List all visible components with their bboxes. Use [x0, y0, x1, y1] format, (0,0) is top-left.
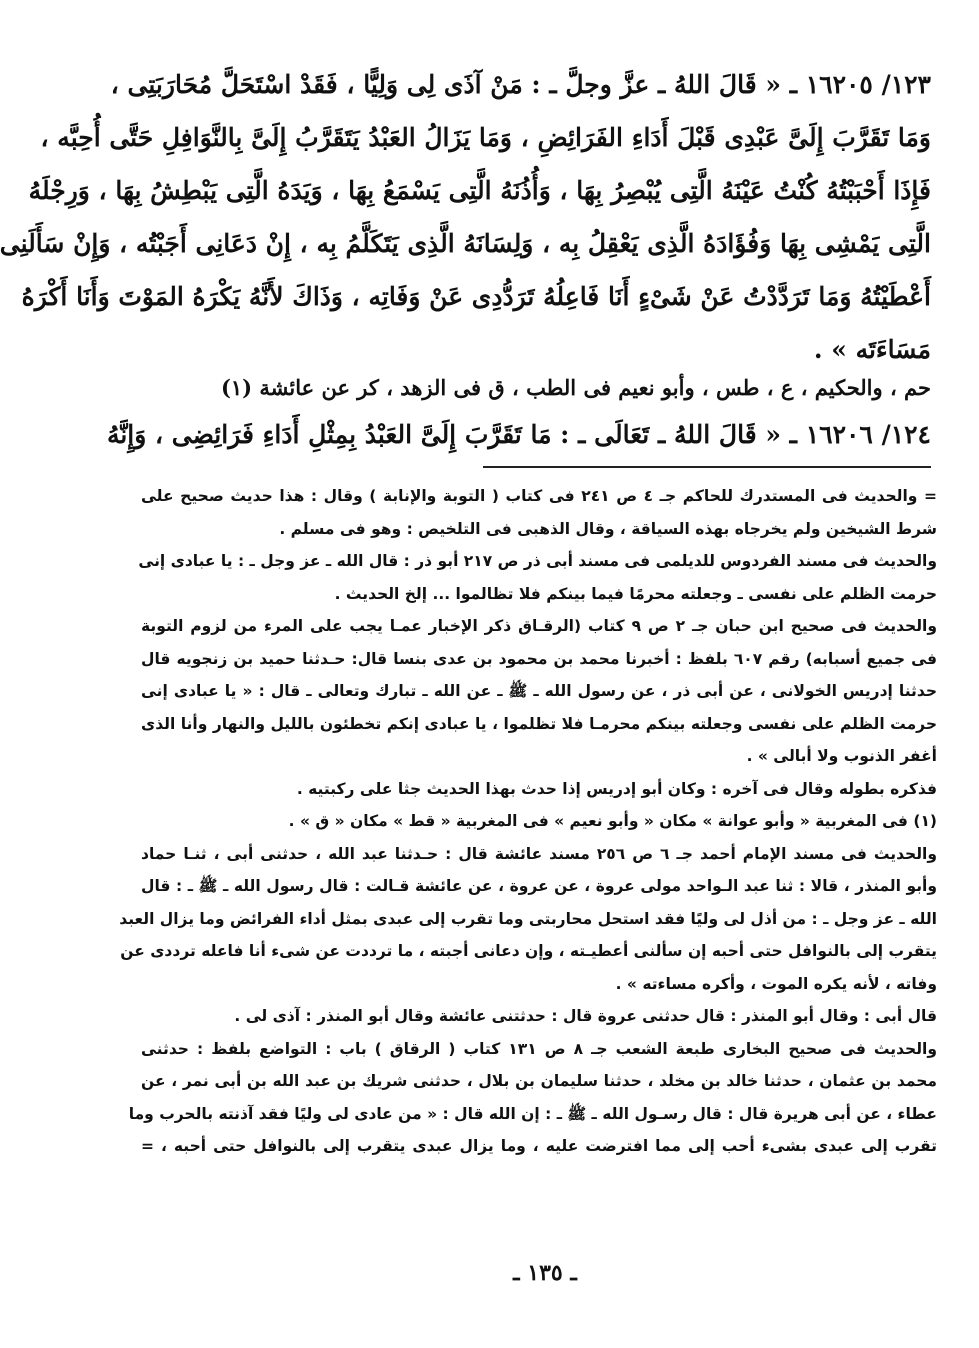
footnote-line: حدثنا إدريس الخولانى ، عن أبى ذر ، عن رسول الله ـ ﷺ ـ عن الله ـ تبارك وتعالى ـ قال : « يا عبادى إنى [141, 682, 937, 700]
main-text-line: مَسَاءَتَه » . [813, 335, 931, 364]
footnote-line: يتقرب إلى بالنوافل حتى أحبه إن سألنى أعطيـته ، وإن دعانى أجبته ، ما ترددت عن شىء أنا فاعله ترددى عن [120, 942, 937, 960]
main-text-line: وَمَا تَقَرَّبَ إِلَىَّ عَبْدِى قَبْلَ أَدَاءِ الفَرَائِضِ ، وَمَا يَزَالُ العَبْدُ يَتَقَرَّبُ إِلَىَّ بِالنَّوَافِلِ حَتَّى أُحِبَّه ، [40, 123, 931, 152]
footnote-line: أغفر الذنوب ولا أبالى » . [746, 747, 937, 765]
next-hadith-line: ١٢٤/ ١٦٢٠٦ ـ « قَالَ اللهُ ـ تَعَالَى ـ : مَا تَقَرَّبَ إِلَىَّ العَبْدُ بِمِثْلِ أَدَاءِ فَرَائِضِى ، وَإِنَّهُ [106, 420, 931, 449]
footnote-line: فذكره بطوله وقال فى آخره : وكان أبو إدريس إذا حدث بهذا الحديث جثا على ركبتيه . [296, 779, 937, 798]
footnote-line: = والحديث فى المستدرك للحاكم جـ ٤ ص ٢٤١ فى كتاب ( التوبة والإنابة ) وقال : هذا حديث صحيح على [141, 487, 937, 505]
main-text-line: أَعْطَيْتُهُ وَمَا تَرَدَّدْتُ عَنْ شَىْءٍ أَنَا فَاعِلُهُ تَرَدُّدِى عَنْ وَفَاتِه ، وَذَاكَ لأَنَّهُ يَكْرَهُ المَوْتَ وَأَنَا أَكْرَهُ [21, 282, 931, 311]
footnote-line: والحديث فى صحيح ابن حبان جـ ٢ ص ٩ كتاب (الرقـاق ذكر الإخبار عمـا يجب على المرء من لزوم التوبة [141, 617, 937, 635]
footnote-line: حرمت الظلم على نفسى ـ وجعلته محرمًا فيما بينكم فلا تظالموا ... إلخ الحديث . [334, 584, 937, 603]
footnote-line: عطاء ، عن أبى هريرة قال : قال رسـول الله ـ ﷺ ـ : إن الله قال : « من عادى لى وليًا فقد آذنته بالحرب وما [128, 1104, 937, 1123]
footnote-line: والحديث فى مسند الإمام أحمد جـ ٦ ص ٢٥٦ مسند عائشة قال : حـدثنا عبد الله ، حدثنى أبى ، ثنـا حماد [141, 844, 937, 863]
hadith-sources: حم ، والحكيم ، ع ، طس ، وأبو نعيم فى الطب ، ق فى الزهد ، كر عن عائشة (١) [220, 375, 931, 400]
footnote-line: والحديث فى صحيح البخارى طبعة الشعب جـ ٨ ص ١٣١ كتاب ( الرقاق ) باب : التواضع بلفظ : حدثنى [141, 1039, 937, 1058]
footnote-line: والحديث فى مسند الفردوس للديلمى فى مسند أبى ذر ص ٢١٧ أبو ذر : قال الله ـ عز وجل ـ : يا عبادى إنى [138, 552, 937, 570]
footnote-line: الله ـ عز وجل ـ : من أذل لى وليًا فقد استحل محاربتى وما تقرب إلى عبدى بمثل أداء الفرائض وما يزال العبد [119, 909, 937, 928]
footnote-line: حرمت الظلم على نفسى وجعلته بينكم محرمـا فلا تظلموا ، يا عبادى إنكم تخطئون بالليل والنهار وأنا الذى [141, 714, 937, 733]
page-number: ـ ١٣٥ ـ [513, 1260, 577, 1286]
main-text-line: ١٢٣/ ١٦٢٠٥ ـ « قَالَ اللهُ ـ عزَّ وجلَّ ـ : مَنْ آذَى لِى وَلِيًّا ، فَقَدْ اسْتَحَلَّ مُحَارَبَتِى ، [110, 70, 931, 99]
footnote-line: تقرب إلى عبدى بشىء أحب إلى مما افترضت عليه ، وما يزال عبدى يتقرب إلى بالنوافل حتى أحبه ، = [141, 1137, 937, 1155]
main-hadith-text [0, 58, 931, 376]
footnote-line: (١) فى المغربية « وأبو عوانة » مكان « وأبو نعيم » فى المغربية « قط » مكان « ق » . [288, 812, 937, 830]
footnote-line: قال أبى : وقال أبو المنذر : قال حدثنى عروة قال : حدثتنى عائشة وقال أبو المنذر : آذى لى . [234, 1007, 937, 1025]
footnote-line: وأبو المنذر ، قالا : ثنا عبد الـواحد مولى عروة ، عن عروة ، عن عائشة قـالت : قال رسول الله ـ ﷺ ـ : قال [141, 877, 937, 895]
footnote-divider [483, 466, 931, 468]
footnotes [119, 480, 937, 1163]
main-text-line: الَّتِى يَمْشِى بِهَا وَفُؤَادَهُ الَّذِى يَعْقِلُ بِه ، وَلِسَانَهُ الَّذِى يَتَكَلَّمُ بِه ، إِنْ دَعَانِى أَجَبْتُه ، وَإِنْ سَأَلَنِى [0, 229, 931, 258]
footnote-line: فى جميع أسبابه) رقم ٦٠٧ بلفظ : أخبرنا محمد بن محمود بن عدى بنسا قال: حـدثنا حميد بن زنجويه قال [141, 649, 937, 668]
main-text-line: فَإِذَا أَحْبَبْتُهُ كُنْتُ عَيْنَهُ الَّتِى يُبْصِرُ بِهَا ، وَأُذُنَهُ الَّتِى يَسْمَعُ بِهَا ، وَيَدَهُ الَّتِى يَبْطِشُ بِهَا ، وَرِجْلَهُ [28, 176, 931, 205]
footnote-line: شرط الشيخين ولم يخرجاه بهذه السياقة ، وقال الذهبى فى التلخيص : وهو فى مسلم . [279, 519, 937, 538]
footnote-line: وفاته ، لأنه يكره الموت ، وأكره مساءته » . [615, 974, 937, 993]
footnote-line: محمد بن عثمان ، حدثنا خالد بن مخلد ، حدثنا سليمان بن بلال ، حدثنى شريك بن عبد الله بن أبى نمر ، عن [141, 1072, 937, 1090]
